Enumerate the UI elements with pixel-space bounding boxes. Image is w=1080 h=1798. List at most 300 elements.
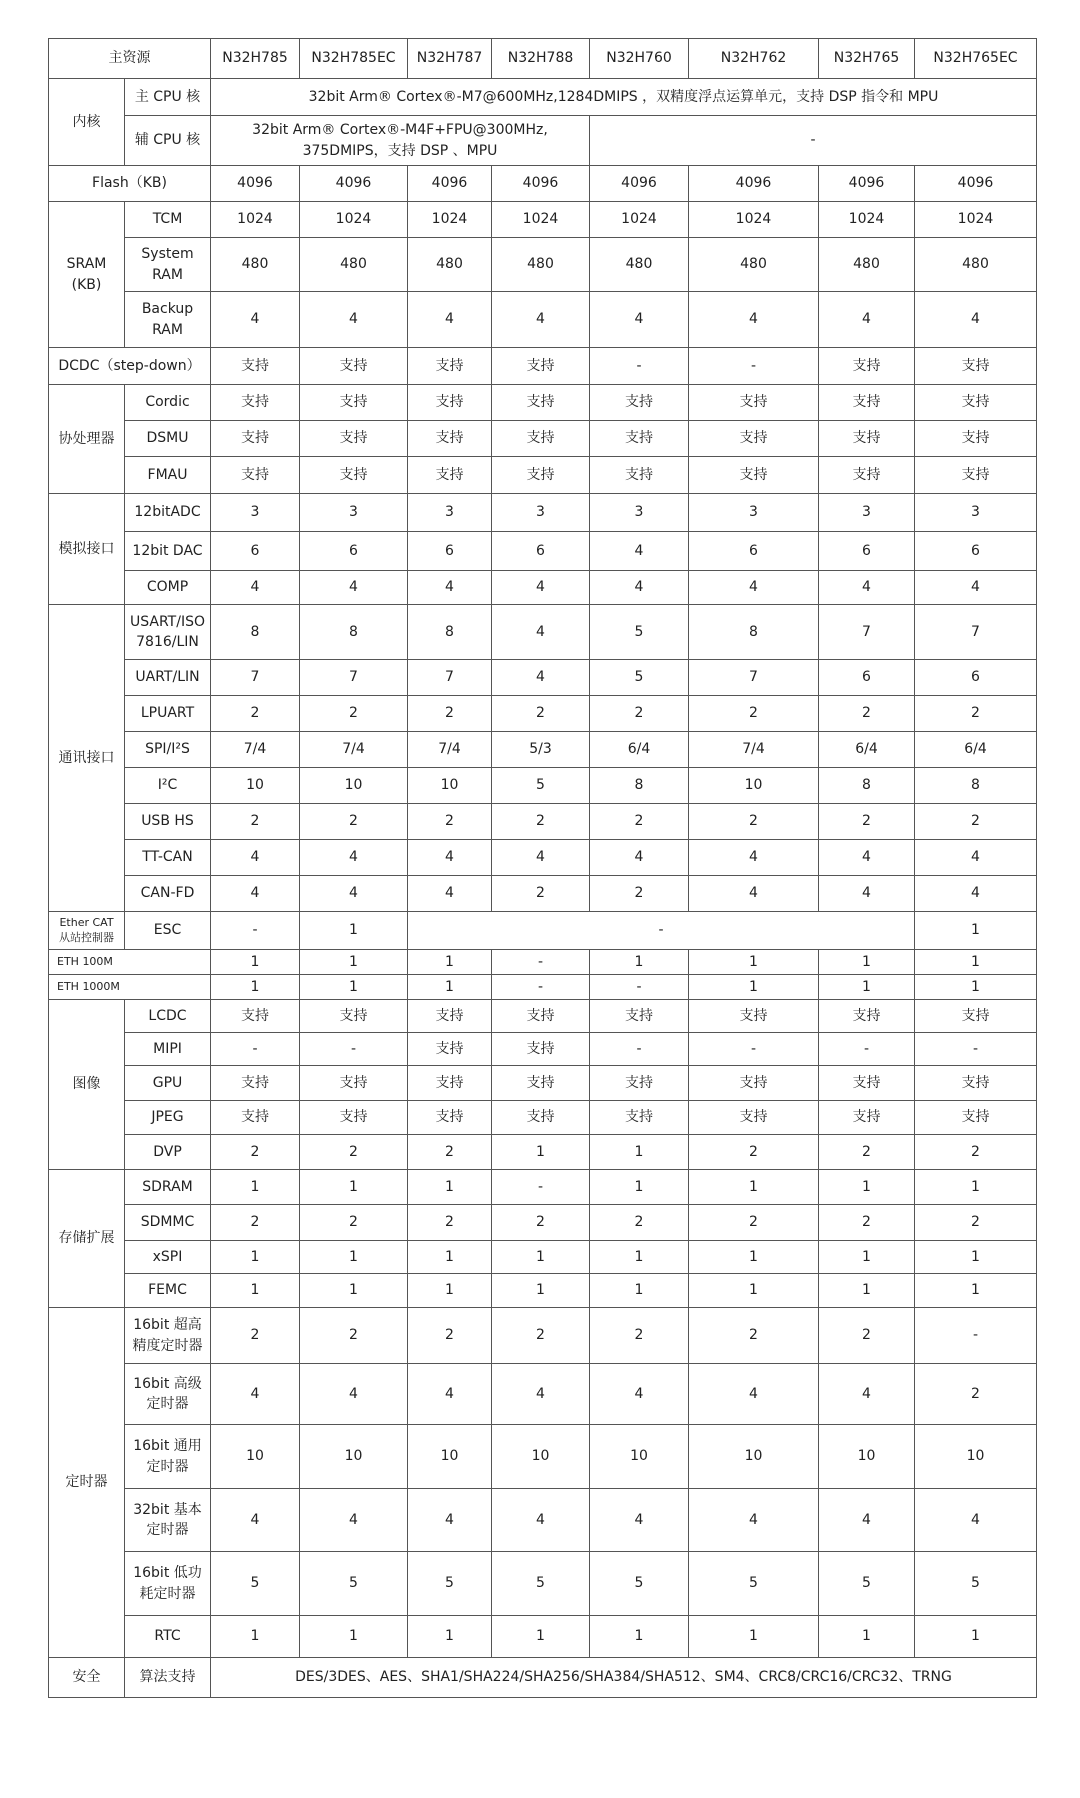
flash-label: Flash（KB) [49, 166, 211, 202]
cell: 5 [689, 1552, 819, 1616]
flash-row [49, 166, 1037, 202]
cell: 1 [408, 1274, 492, 1308]
cell: 4 [408, 840, 492, 876]
row-label: System RAM [125, 238, 211, 292]
cell: 5 [590, 660, 689, 696]
cell: 1 [300, 912, 408, 950]
cell: 支持 [590, 1101, 689, 1135]
cell: 支持 [915, 1066, 1037, 1101]
cell: 支持 [590, 421, 689, 457]
cell: 1 [590, 950, 689, 975]
cell: 1024 [492, 202, 590, 238]
row-label: FMAU [125, 457, 211, 494]
core-main-row [49, 79, 1037, 116]
cell: 支持 [689, 1101, 819, 1135]
storage-sdmmc-row [49, 1205, 1037, 1241]
cell: 支持 [915, 348, 1037, 385]
cell: 1 [689, 1616, 819, 1658]
cell: 1 [915, 1170, 1037, 1205]
cell: 支持 [689, 1066, 819, 1101]
cell: 4 [300, 840, 408, 876]
cell: 支持 [590, 457, 689, 494]
security-row [49, 1658, 1037, 1698]
cell: 3 [408, 494, 492, 532]
cell: 4 [492, 1489, 590, 1552]
row-label: COMP [125, 571, 211, 605]
cell: 7/4 [300, 732, 408, 768]
cell: 1 [819, 1170, 915, 1205]
cell: 支持 [300, 385, 408, 421]
cell: 支持 [689, 421, 819, 457]
cell: - [590, 975, 689, 1000]
cell: 支持 [492, 1101, 590, 1135]
analog-dac-row [49, 532, 1037, 571]
cell: - [492, 1170, 590, 1205]
row-label: 16bit 超高 精度定时器 [125, 1308, 211, 1364]
analog-adc-row [49, 494, 1037, 532]
cell: 480 [211, 238, 300, 292]
cell: 4 [408, 876, 492, 912]
header-row [49, 39, 1037, 79]
cell: 支持 [408, 1000, 492, 1033]
timer-lptim-row [49, 1552, 1037, 1616]
cell: 6 [492, 532, 590, 571]
cell: 支持 [819, 421, 915, 457]
cell: 4 [819, 571, 915, 605]
cell: 6/4 [590, 732, 689, 768]
storage-xspi-row [49, 1241, 1037, 1274]
cell: 支持 [211, 1066, 300, 1101]
cell: 3 [300, 494, 408, 532]
comm-canfd-row [49, 876, 1037, 912]
coproc-fmau-row [49, 457, 1037, 494]
comm-lpuart-row [49, 696, 1037, 732]
cell: 4 [211, 876, 300, 912]
cell: 支持 [408, 385, 492, 421]
cell: 8 [211, 605, 300, 660]
cell: 支持 [590, 1000, 689, 1033]
cell: 4 [915, 1489, 1037, 1552]
cell: 1 [819, 975, 915, 1000]
security-value: DES/3DES、AES、SHA1/SHA224/SHA256/SHA384/SHA512、SM4、CRC8/CRC16/CRC32、TRNG [211, 1658, 1037, 1698]
row-label: RTC [125, 1616, 211, 1658]
cell: 支持 [211, 457, 300, 494]
cell: 1 [211, 950, 300, 975]
cell: 4 [819, 292, 915, 348]
cell: 10 [211, 768, 300, 804]
cell: - [915, 1033, 1037, 1066]
cell: 4 [819, 1489, 915, 1552]
core-main-value: 32bit Arm® Cortex®-M7@600MHz,1284DMIPS ，双精度浮点运算单元，支持 DSP 指令和 MPU [211, 79, 1037, 116]
cell: 1 [819, 1241, 915, 1274]
cell: 4 [492, 1364, 590, 1425]
cell: 4 [915, 840, 1037, 876]
cell: 2 [408, 1205, 492, 1241]
row-label: 32bit 基本 定时器 [125, 1489, 211, 1552]
cell: 1024 [819, 202, 915, 238]
cell: 支持 [915, 1000, 1037, 1033]
comm-ttcan-row [49, 840, 1037, 876]
cell: 1 [819, 1616, 915, 1658]
cell: 2 [915, 804, 1037, 840]
cell: 7 [211, 660, 300, 696]
cell: 1024 [689, 202, 819, 238]
image-gpu-row [49, 1066, 1037, 1101]
cell: 2 [689, 1308, 819, 1364]
cell: 4 [300, 1489, 408, 1552]
eth100-label: ETH 100M [49, 950, 211, 975]
cell: 1024 [211, 202, 300, 238]
row-label: FEMC [125, 1274, 211, 1308]
cell: 2 [819, 804, 915, 840]
cell: - [211, 1033, 300, 1066]
cell: 4 [408, 292, 492, 348]
cell: - [492, 975, 590, 1000]
cell: 1024 [915, 202, 1037, 238]
cell: 4096 [819, 166, 915, 202]
cell: 2 [300, 1135, 408, 1170]
sram-group-label: SRAM (KB) [49, 202, 125, 348]
cell: 7/4 [211, 732, 300, 768]
model-header: N32H765 [819, 39, 915, 79]
cell: 支持 [211, 385, 300, 421]
cell: 1 [590, 1274, 689, 1308]
cell: 10 [408, 768, 492, 804]
cell: 支持 [492, 1066, 590, 1101]
cell: 支持 [408, 457, 492, 494]
cell: 5/3 [492, 732, 590, 768]
cell: 4 [590, 1364, 689, 1425]
cell: 1 [408, 975, 492, 1000]
cell: 4 [211, 1364, 300, 1425]
cell: 7 [408, 660, 492, 696]
cell: 2 [915, 1205, 1037, 1241]
cell: 1 [915, 975, 1037, 1000]
cell: 4 [590, 1489, 689, 1552]
cell: 1 [211, 1274, 300, 1308]
cell: 支持 [408, 1033, 492, 1066]
row-label: Cordic [125, 385, 211, 421]
row-label: USB HS [125, 804, 211, 840]
cell: 7 [915, 605, 1037, 660]
cell: 2 [590, 696, 689, 732]
security-group-label: 安全 [49, 1658, 125, 1698]
cell: 2 [211, 804, 300, 840]
cell: 4 [492, 660, 590, 696]
cell: 4 [492, 840, 590, 876]
cell: 3 [492, 494, 590, 532]
cell: 6 [300, 532, 408, 571]
cell: 6 [689, 532, 819, 571]
cell: 支持 [211, 348, 300, 385]
core-group-label: 内核 [49, 79, 125, 166]
row-label: 算法支持 [125, 1658, 211, 1698]
cell: 3 [689, 494, 819, 532]
core-aux-label: 辅 CPU 核 [125, 116, 211, 166]
cell: 4 [300, 1364, 408, 1425]
eth1000-label: ETH 1000M [49, 975, 211, 1000]
cell: 4 [915, 292, 1037, 348]
cell: 2 [492, 804, 590, 840]
cell: 1024 [408, 202, 492, 238]
cell: 支持 [408, 1066, 492, 1101]
cell: 8 [689, 605, 819, 660]
cell: 1 [492, 1274, 590, 1308]
cell: 3 [211, 494, 300, 532]
cell: 4 [300, 571, 408, 605]
cell: 2 [689, 804, 819, 840]
cell: - [915, 1308, 1037, 1364]
cell: 4 [492, 571, 590, 605]
model-header: N32H760 [590, 39, 689, 79]
cell: 5 [590, 1552, 689, 1616]
cell: 480 [408, 238, 492, 292]
row-label: ESC [125, 912, 211, 950]
storage-sdram-row [49, 1170, 1037, 1205]
cell: 支持 [300, 1000, 408, 1033]
timer-rtc-row [49, 1616, 1037, 1658]
cell: 480 [492, 238, 590, 292]
timer-general-row [49, 1425, 1037, 1489]
row-label: SDRAM [125, 1170, 211, 1205]
cell: 4 [590, 292, 689, 348]
cell: 支持 [300, 348, 408, 385]
comm-usart-row [49, 605, 1037, 660]
cell: 4 [689, 840, 819, 876]
cell: 5 [915, 1552, 1037, 1616]
cell: 5 [211, 1552, 300, 1616]
cell: 1 [408, 1616, 492, 1658]
cell: 4 [590, 840, 689, 876]
cell: - [689, 1033, 819, 1066]
cell: 支持 [492, 457, 590, 494]
row-label: 16bit 通用 定时器 [125, 1425, 211, 1489]
cell: 4 [915, 571, 1037, 605]
core-aux-row [49, 116, 1037, 166]
cell: 1 [408, 1241, 492, 1274]
cell: 支持 [819, 385, 915, 421]
cell: 2 [819, 1205, 915, 1241]
cell: 10 [211, 1425, 300, 1489]
cell: 4 [300, 876, 408, 912]
row-label: 12bitADC [125, 494, 211, 532]
row-label: 16bit 高级 定时器 [125, 1364, 211, 1425]
cell: 4 [408, 571, 492, 605]
cell: 2 [492, 1205, 590, 1241]
sram-tcm-row [49, 202, 1037, 238]
comm-spi-row [49, 732, 1037, 768]
cell: 2 [819, 1135, 915, 1170]
eth1000-row [49, 975, 1037, 1000]
coproc-group-label: 协处理器 [49, 385, 125, 494]
cell: 1 [492, 1616, 590, 1658]
analog-group-label: 模拟接口 [49, 494, 125, 605]
cell: 1 [689, 975, 819, 1000]
dcdc-row [49, 348, 1037, 385]
cell: 4096 [300, 166, 408, 202]
cell: 支持 [819, 1000, 915, 1033]
cell: 支持 [492, 348, 590, 385]
cell: 支持 [492, 1033, 590, 1066]
cell: 4 [492, 292, 590, 348]
model-header: N32H787 [408, 39, 492, 79]
cell: 2 [819, 696, 915, 732]
cell: 1 [819, 1274, 915, 1308]
cell: 1024 [300, 202, 408, 238]
cell: 2 [408, 696, 492, 732]
row-label: TT-CAN [125, 840, 211, 876]
ethercat-group-label: Ether CAT 从站控制器 [49, 912, 125, 950]
cell: 支持 [211, 421, 300, 457]
eth100-row [49, 950, 1037, 975]
image-lcdc-row [49, 1000, 1037, 1033]
cell: 支持 [408, 1101, 492, 1135]
model-header: N32H762 [689, 39, 819, 79]
cell: - [689, 348, 819, 385]
row-label: LPUART [125, 696, 211, 732]
cell: 2 [211, 696, 300, 732]
cell: 支持 [408, 348, 492, 385]
cell: 10 [689, 768, 819, 804]
image-mipi-row [49, 1033, 1037, 1066]
cell: - [590, 348, 689, 385]
cell: 1 [211, 1616, 300, 1658]
analog-comp-row [49, 571, 1037, 605]
image-dvp-row [49, 1135, 1037, 1170]
cell: 支持 [211, 1101, 300, 1135]
cell: 2 [689, 1135, 819, 1170]
cell: 1 [915, 912, 1037, 950]
cell: 4 [211, 840, 300, 876]
cell: 2 [689, 696, 819, 732]
cell: 2 [689, 1205, 819, 1241]
cell: 支持 [915, 385, 1037, 421]
cell: 1 [300, 975, 408, 1000]
cell: 480 [819, 238, 915, 292]
cell: 1 [492, 1241, 590, 1274]
cell: 4 [590, 532, 689, 571]
cell: 480 [689, 238, 819, 292]
cell: 5 [300, 1552, 408, 1616]
cell: 2 [819, 1308, 915, 1364]
cell: 1 [211, 975, 300, 1000]
cell: 2 [300, 696, 408, 732]
row-label: DVP [125, 1135, 211, 1170]
cell: 5 [492, 768, 590, 804]
cell: 2 [211, 1205, 300, 1241]
cell: - [211, 912, 300, 950]
cell: 支持 [689, 385, 819, 421]
cell: 7 [300, 660, 408, 696]
cell: 1 [689, 950, 819, 975]
sram-backup-row [49, 292, 1037, 348]
cell: 4 [408, 1364, 492, 1425]
storage-femc-row [49, 1274, 1037, 1308]
timer-group-label: 定时器 [49, 1308, 125, 1658]
row-label: 16bit 低功 耗定时器 [125, 1552, 211, 1616]
row-label: 12bit DAC [125, 532, 211, 571]
cell: 4 [211, 292, 300, 348]
cell: 1 [689, 1170, 819, 1205]
cell: 4 [211, 1489, 300, 1552]
row-label: UART/LIN [125, 660, 211, 696]
cell: 10 [915, 1425, 1037, 1489]
cell: 4096 [408, 166, 492, 202]
cell: 4 [819, 840, 915, 876]
timer-advanced-row [49, 1364, 1037, 1425]
sram-system-row [49, 238, 1037, 292]
cell: 1 [408, 950, 492, 975]
cell: 支持 [492, 421, 590, 457]
timer-basic-row [49, 1489, 1037, 1552]
cell: 4 [689, 1364, 819, 1425]
cell: 2 [915, 1135, 1037, 1170]
cell: 支持 [492, 1000, 590, 1033]
core-main-label: 主 CPU 核 [125, 79, 211, 116]
cell: 1 [689, 1274, 819, 1308]
cell: 1 [915, 1616, 1037, 1658]
cell: 支持 [915, 457, 1037, 494]
cell: 1 [300, 950, 408, 975]
cell: 支持 [300, 1066, 408, 1101]
cell: 10 [300, 768, 408, 804]
row-label: GPU [125, 1066, 211, 1101]
dcdc-label: DCDC（step-down） [49, 348, 211, 385]
spec-table [48, 38, 1037, 1698]
cell: 7 [819, 605, 915, 660]
cell: 10 [590, 1425, 689, 1489]
cell: 8 [915, 768, 1037, 804]
cell: 4 [689, 292, 819, 348]
cell: 4 [689, 571, 819, 605]
cell: 1 [211, 1241, 300, 1274]
cell: 4 [689, 876, 819, 912]
cell: - [819, 1033, 915, 1066]
cell: 4 [689, 1489, 819, 1552]
comm-group-label: 通讯接口 [49, 605, 125, 912]
cell: 3 [819, 494, 915, 532]
cell: 1 [590, 1135, 689, 1170]
cell: - [408, 912, 915, 950]
cell: 3 [590, 494, 689, 532]
cell: 支持 [408, 421, 492, 457]
cell: 1 [300, 1616, 408, 1658]
cell: 1 [492, 1135, 590, 1170]
cell: 1 [590, 1616, 689, 1658]
cell: 6 [408, 532, 492, 571]
cell: 4 [819, 876, 915, 912]
cell: 2 [915, 696, 1037, 732]
cell: 8 [408, 605, 492, 660]
cell: 2 [408, 804, 492, 840]
cell: 5 [408, 1552, 492, 1616]
cell: 1 [689, 1241, 819, 1274]
cell: 4 [915, 876, 1037, 912]
cell: 支持 [689, 1000, 819, 1033]
row-label: SDMMC [125, 1205, 211, 1241]
row-label: SPI/I²S [125, 732, 211, 768]
cell: 1 [915, 950, 1037, 975]
model-header: N32H785 [211, 39, 300, 79]
cell: 10 [689, 1425, 819, 1489]
cell: 1 [300, 1241, 408, 1274]
cell: 10 [492, 1425, 590, 1489]
cell: 支持 [300, 457, 408, 494]
row-label: MIPI [125, 1033, 211, 1066]
cell: 1 [300, 1170, 408, 1205]
cell: 2 [300, 1205, 408, 1241]
cell: 1 [819, 950, 915, 975]
